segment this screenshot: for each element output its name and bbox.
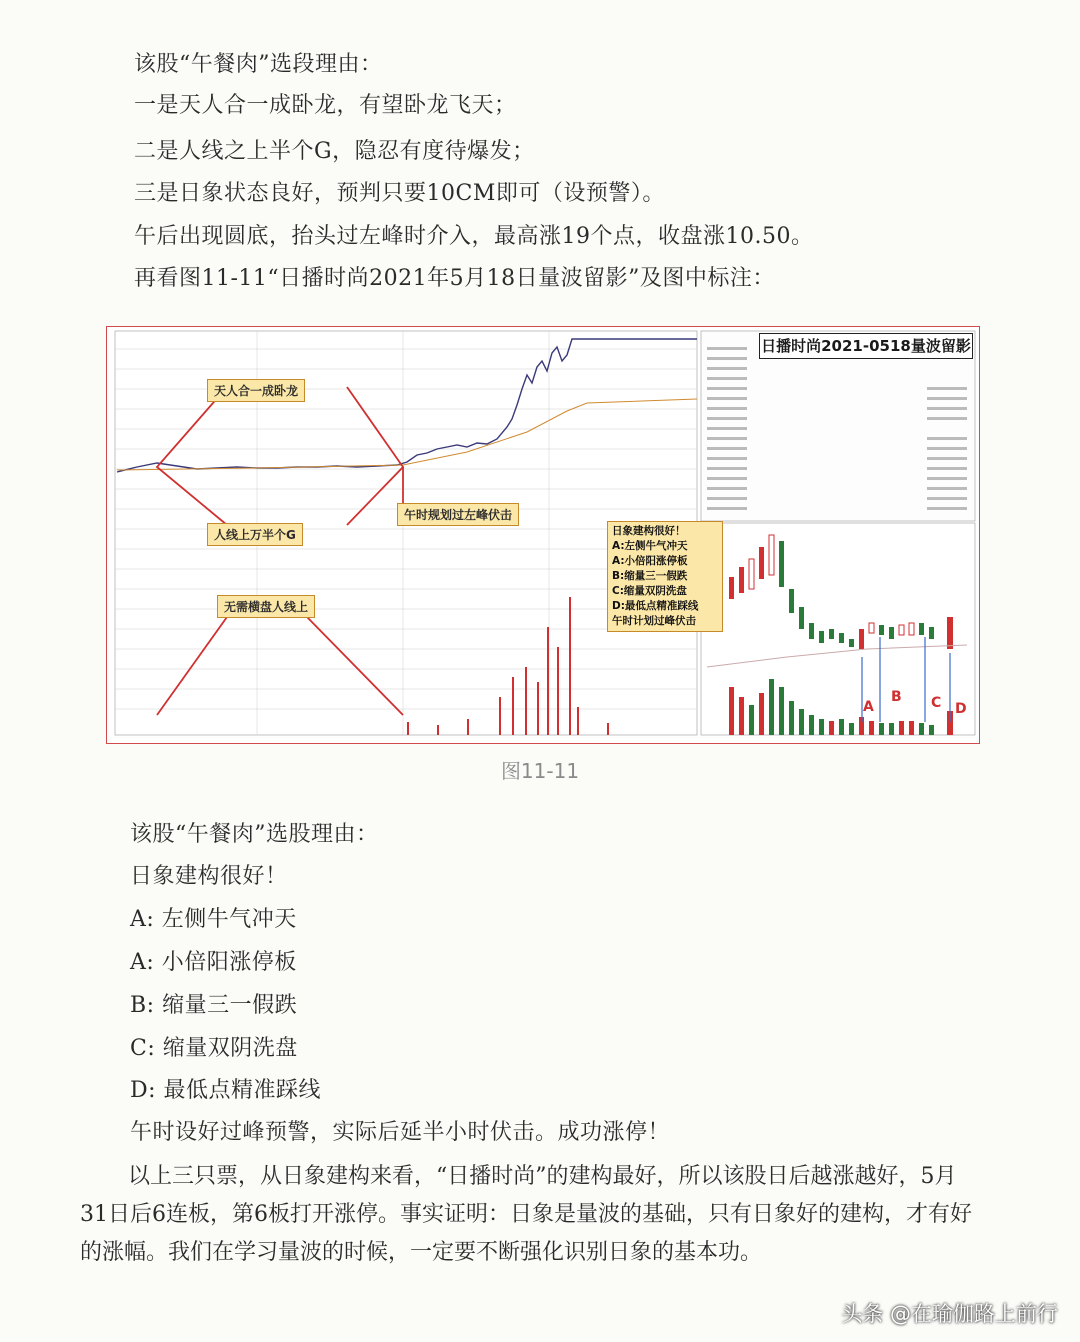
text-line: 午时设好过峰预警，实际后延半小时伏击。成功涨停！: [130, 1120, 671, 1145]
annotation-label: 无需横盘人线上: [217, 595, 315, 618]
marker-letter: B: [891, 689, 902, 705]
text-line: 午后出现圆底，抬头过左峰时介入，最高涨19个点，收盘涨10.50。: [134, 224, 814, 249]
note-box: [607, 521, 723, 632]
text-line: D: 最低点精准踩线: [130, 1078, 322, 1103]
marker-letter: C: [931, 695, 942, 711]
annotation-label: 午时规划过左峰伏击: [397, 503, 519, 526]
stock-figure: [106, 326, 980, 744]
figure-caption: 图11-11: [500, 759, 580, 783]
note-line: A:左侧牛气冲天: [612, 540, 688, 552]
text-line: 日象建构很好！: [130, 864, 288, 889]
note-line: A:小倍阳涨停板: [612, 555, 688, 567]
text-line: 该股“午餐肉”选股理由：: [130, 822, 379, 847]
text-line: 三是日象状态良好，预判只要10CM即可（设预警）。: [134, 181, 665, 206]
annotation-label: 天人合一成卧龙: [207, 379, 305, 402]
note-line: B:缩量三一假跌: [612, 570, 688, 582]
text-line: C: 缩量双阴洗盘: [130, 1036, 298, 1061]
watermark: 头条 @在瑜伽路上前行: [841, 1302, 1058, 1326]
text-line: B: 缩量三一假跌: [130, 993, 298, 1018]
text-line: A: 小倍阳涨停板: [130, 950, 297, 975]
figure-title: 日播时尚2021-0518量波留影: [759, 333, 973, 359]
annotation-label: 人线上万半个G: [207, 523, 303, 546]
text-line: 一是天人合一成卧龙，有望卧龙飞天；: [134, 93, 517, 118]
note-line: D:最低点精准踩线: [612, 600, 699, 612]
text-line: 二是人线之上半个G，隐忍有度待爆发；: [134, 139, 535, 164]
note-line: 日象建构很好！: [612, 525, 686, 537]
text-line: 该股“午餐肉”选段理由：: [134, 52, 383, 77]
marker-letter: A: [863, 699, 874, 715]
text-line: 再看图11-11“日播时尚2021年5月18日量波留影”及图中标注：: [134, 266, 775, 291]
conclusion-paragraph: 以上三只票，从日象建构来看，“日播时尚”的建构最好，所以该股日后越涨越好，5月31日后6连板，第6板打开涨停。事实证明：日象是量波的基础，只有日象好的建构，才有好的涨幅。我们在学习量波的时候，一定要不断强化识别日象的基本功。: [80, 1164, 972, 1265]
marker-letter: D: [955, 701, 967, 717]
note-line: 午时计划过峰伏击: [612, 615, 696, 627]
note-line: C:缩量双阴洗盘: [612, 585, 687, 597]
text-line: A: 左侧牛气冲天: [130, 907, 297, 932]
